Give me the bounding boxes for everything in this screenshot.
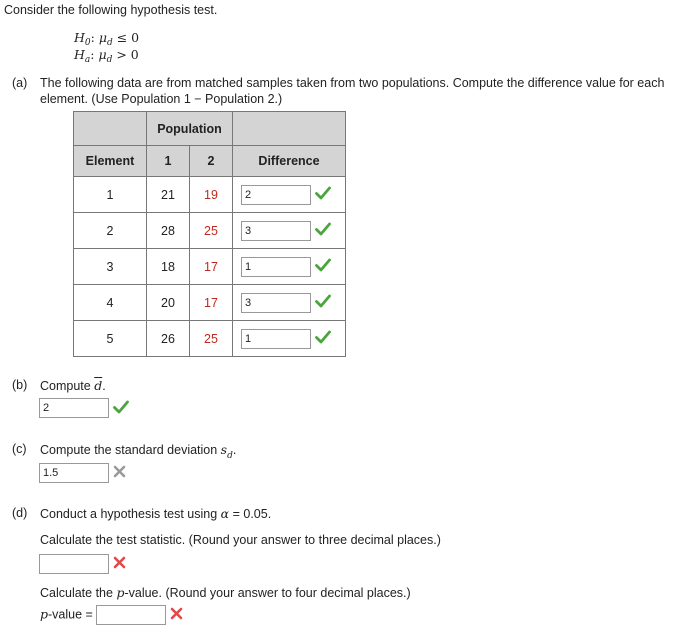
p-value-label: -value = (48, 607, 93, 622)
header-population: Population (147, 112, 233, 146)
element-cell: 2 (74, 213, 147, 249)
part-b-answer-row (39, 398, 129, 418)
table-row (74, 213, 346, 249)
difference-cell (233, 321, 346, 357)
pop1-cell: 18 (147, 249, 190, 285)
difference-cell (233, 213, 346, 249)
p-value-prompt: Calculate the p-value. (Round your answer to four decimal places.) (40, 585, 411, 600)
part-b-text: Compute $\overline{d}$. (40, 378, 106, 393)
p-value-label-p: p (40, 606, 49, 622)
table-row (74, 321, 346, 357)
element-cell: 5 (74, 321, 147, 357)
pop1-cell: 21 (147, 177, 190, 213)
check-icon (315, 258, 331, 275)
part-c-answer-row (39, 463, 126, 483)
difference-input[interactable]: 2 (241, 185, 311, 205)
table-row (74, 177, 346, 213)
difference-cell (233, 177, 346, 213)
difference-cell (233, 285, 346, 321)
part-b-label: (b) (12, 378, 28, 392)
part-a-label: (a) (12, 76, 28, 90)
difference-input[interactable]: 3 (241, 293, 311, 313)
cross-icon (170, 607, 183, 623)
part-a-text-line2: element. (Use Population 1 − Population 2.) (40, 92, 283, 106)
header-difference: Difference (233, 146, 346, 177)
part-d-label: (d) (12, 506, 28, 520)
intro-text: Consider the following hypothesis test. (4, 3, 218, 17)
header-element: Element (74, 146, 147, 177)
check-icon (113, 400, 129, 417)
difference-input[interactable]: 1 (241, 329, 311, 349)
difference-input[interactable]: 3 (241, 221, 311, 241)
header-blank (74, 112, 147, 146)
alternative-hypothesis: $H_a$: $\mu_d > 0$ (74, 47, 139, 65)
check-icon (315, 330, 331, 347)
test-statistic-answer-row (39, 554, 126, 574)
pop1-cell: 28 (147, 213, 190, 249)
part-c-text: Compute the standard deviation $s_d$. (40, 442, 237, 461)
check-icon (315, 186, 331, 203)
pop2-cell: 19 (190, 177, 233, 213)
table-row (74, 249, 346, 285)
difference-cell (233, 249, 346, 285)
d-bar-input[interactable]: 2 (39, 398, 109, 418)
check-icon (315, 294, 331, 311)
header-pop1: 1 (147, 146, 190, 177)
pop1-cell: 20 (147, 285, 190, 321)
element-cell: 1 (74, 177, 147, 213)
matched-samples-table (73, 111, 346, 357)
check-icon (315, 222, 331, 239)
cross-icon (113, 465, 126, 481)
pop2-cell: 25 (190, 321, 233, 357)
header-blank-right (233, 112, 346, 146)
std-dev-input[interactable]: 1.5 (39, 463, 109, 483)
pop2-cell: 17 (190, 249, 233, 285)
test-statistic-input[interactable] (39, 554, 109, 574)
table-row (74, 285, 346, 321)
cross-icon (113, 556, 126, 572)
element-cell: 4 (74, 285, 147, 321)
pop2-cell: 17 (190, 285, 233, 321)
d-bar-symbol: $\overline{d}$ (94, 378, 103, 393)
part-c-label: (c) (12, 442, 27, 456)
difference-input[interactable]: 1 (241, 257, 311, 277)
part-d-text: Conduct a hypothesis test using α = 0.05. (40, 506, 272, 521)
pop1-cell: 26 (147, 321, 190, 357)
pop2-cell: 25 (190, 213, 233, 249)
element-cell: 3 (74, 249, 147, 285)
part-a-text-line1: The following data are from matched samples taken from two populations. Compute the difference value for each (40, 76, 665, 90)
p-value-answer-row (40, 605, 183, 625)
null-hypothesis: $H_0$: $\mu_d \le 0$ (74, 30, 140, 48)
p-value-input[interactable] (96, 605, 166, 625)
test-statistic-prompt: Calculate the test statistic. (Round your answer to three decimal places.) (40, 533, 441, 547)
header-pop2: 2 (190, 146, 233, 177)
